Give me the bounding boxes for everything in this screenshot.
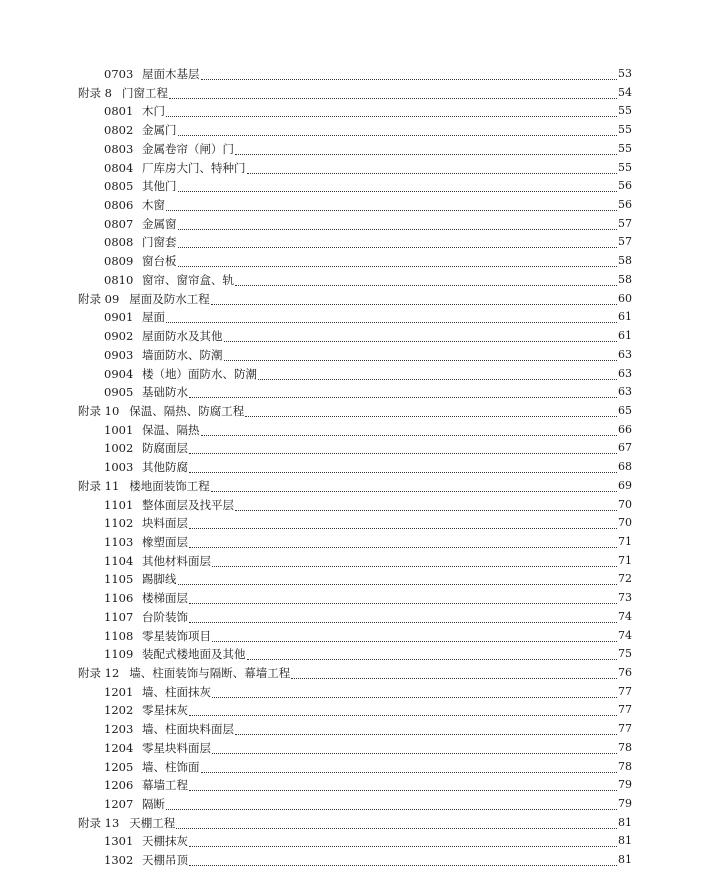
dot-leader xyxy=(212,630,617,642)
toc-section-entry[interactable] xyxy=(0,683,714,702)
dot-leader xyxy=(224,349,618,361)
toc-appendix-entry[interactable] xyxy=(0,290,714,309)
dot-leader xyxy=(178,124,618,136)
dot-leader xyxy=(212,742,617,754)
toc-section-entry[interactable] xyxy=(0,233,714,252)
dot-leader xyxy=(189,835,617,847)
entry-number: 0801 xyxy=(104,104,134,119)
entry-title: 墙面防水、防潮 xyxy=(142,347,223,362)
dot-leader xyxy=(247,648,618,660)
toc-section-entry[interactable] xyxy=(0,514,714,533)
toc-section-entry[interactable] xyxy=(0,552,714,571)
toc-section-entry[interactable] xyxy=(0,627,714,646)
entry-page-number: 55 xyxy=(618,160,632,174)
entry-title: 门窗套 xyxy=(142,235,177,250)
entry-page-number: 61 xyxy=(618,310,632,324)
entry-page-number: 58 xyxy=(618,272,632,286)
entry-title: 屋面 xyxy=(142,310,165,325)
entry-title: 保温、隔热 xyxy=(142,422,200,437)
dot-leader xyxy=(189,611,617,623)
entry-title: 墙、柱面抹灰 xyxy=(142,684,211,699)
entry-number: 0703 xyxy=(104,67,134,81)
toc-section-entry[interactable] xyxy=(0,159,714,178)
toc-section-entry[interactable] xyxy=(0,608,714,627)
entry-page-number: 79 xyxy=(618,797,632,811)
entry-number: 0805 xyxy=(104,179,134,194)
entry-title: 墙、柱面装饰与隔断、幕墙工程 xyxy=(129,666,291,680)
toc-section-entry[interactable] xyxy=(0,701,714,720)
entry-number: 1001 xyxy=(104,422,134,437)
entry-title: 踢脚线 xyxy=(142,572,177,587)
entry-number: 1108 xyxy=(104,628,134,643)
toc-section-entry[interactable] xyxy=(0,533,714,552)
entry-number: 0807 xyxy=(104,216,134,231)
entry-page-number: 55 xyxy=(618,104,632,118)
entry-number: 附录 8 xyxy=(78,85,112,100)
dot-leader xyxy=(178,255,618,267)
entry-title: 楼梯面层 xyxy=(142,591,188,606)
toc-section-entry[interactable] xyxy=(0,346,714,365)
entry-page-number: 58 xyxy=(618,254,632,268)
entry-page-number: 68 xyxy=(618,460,632,474)
dot-leader xyxy=(189,442,617,454)
toc-section-entry[interactable] xyxy=(0,720,714,739)
dot-leader xyxy=(201,424,618,436)
entry-page-number: 75 xyxy=(618,647,632,661)
entry-title: 木窗 xyxy=(142,198,165,213)
entry-title: 屋面及防水工程 xyxy=(129,291,210,306)
entry-number: 1203 xyxy=(104,722,134,737)
dot-leader xyxy=(189,517,617,529)
entry-title: 其他防腐 xyxy=(142,460,188,475)
entry-page-number: 72 xyxy=(618,572,632,586)
dot-leader xyxy=(176,817,617,829)
entry-number: 0803 xyxy=(104,141,134,156)
toc-section-entry[interactable] xyxy=(0,252,714,271)
entry-page-number: 77 xyxy=(618,722,632,736)
entry-number: 1002 xyxy=(104,441,134,456)
entry-title: 零星块料面层 xyxy=(142,740,211,755)
entry-title: 金属卷帘（闸）门 xyxy=(142,141,234,156)
entry-page-number: 70 xyxy=(618,497,632,511)
entry-title: 墙、柱面块料面层 xyxy=(142,722,234,737)
entry-title: 保温、隔热、防腐工程 xyxy=(129,403,245,418)
entry-page-number: 61 xyxy=(618,329,632,343)
entry-title: 防腐面层 xyxy=(142,441,188,456)
entry-number: 1106 xyxy=(104,591,134,606)
toc-section-entry[interactable] xyxy=(0,215,714,234)
entry-number: 1104 xyxy=(104,553,134,568)
dot-leader xyxy=(169,87,617,99)
toc-section-entry[interactable] xyxy=(0,645,714,664)
entry-title: 墙、柱饰面 xyxy=(142,759,200,774)
entry-title: 整体面层及找平层 xyxy=(142,497,234,512)
toc-section-entry[interactable] xyxy=(0,570,714,589)
entry-number: 1102 xyxy=(104,516,134,531)
entry-title: 零星装饰项目 xyxy=(142,628,211,643)
toc-appendix-entry[interactable] xyxy=(0,84,714,103)
entry-number: 0810 xyxy=(104,272,134,287)
toc-appendix-entry[interactable] xyxy=(0,814,714,833)
dot-leader xyxy=(166,311,617,323)
entry-page-number: 56 xyxy=(618,198,632,212)
toc-section-entry[interactable] xyxy=(0,327,714,346)
entry-page-number: 57 xyxy=(618,235,632,249)
entry-title: 隔断 xyxy=(142,797,165,812)
toc-section-entry[interactable] xyxy=(0,439,714,458)
entry-page-number: 67 xyxy=(618,441,632,455)
toc-section-entry[interactable] xyxy=(0,65,714,84)
toc-appendix-entry[interactable] xyxy=(0,664,714,683)
toc-section-entry[interactable] xyxy=(0,121,714,140)
dot-leader xyxy=(258,368,617,380)
entry-title: 屋面防水及其他 xyxy=(142,329,223,344)
entry-page-number: 71 xyxy=(618,553,632,567)
dot-leader xyxy=(291,667,617,679)
toc-section-entry[interactable] xyxy=(0,308,714,327)
dot-leader xyxy=(212,686,617,698)
dot-leader xyxy=(235,499,617,511)
dot-leader xyxy=(189,704,617,716)
entry-title: 幕墙工程 xyxy=(142,778,188,793)
entry-number: 0905 xyxy=(104,385,134,400)
entry-title: 窗台板 xyxy=(142,254,177,269)
entry-number: 1205 xyxy=(104,759,134,774)
entry-number: 0902 xyxy=(104,329,134,344)
entry-page-number: 69 xyxy=(618,478,632,492)
entry-number: 1003 xyxy=(104,460,134,475)
entry-page-number: 81 xyxy=(618,834,632,848)
dot-leader xyxy=(201,68,618,80)
dot-leader xyxy=(189,386,617,398)
dot-leader xyxy=(235,723,617,735)
entry-title: 台阶装饰 xyxy=(142,609,188,624)
toc-section-entry[interactable] xyxy=(0,496,714,515)
entry-title: 天棚抹灰 xyxy=(142,834,188,849)
toc-section-entry[interactable] xyxy=(0,271,714,290)
entry-page-number: 66 xyxy=(618,422,632,436)
entry-title: 楼地面装饰工程 xyxy=(129,478,210,493)
entry-title: 厂库房大门、特种门 xyxy=(142,160,246,175)
toc-section-entry[interactable] xyxy=(0,177,714,196)
toc-section-entry[interactable] xyxy=(0,365,714,384)
entry-title: 窗帘、窗帘盒、轨 xyxy=(142,272,234,287)
entry-page-number: 74 xyxy=(618,628,632,642)
toc-section-entry[interactable] xyxy=(0,776,714,795)
toc-section-entry[interactable] xyxy=(0,589,714,608)
entry-title: 门窗工程 xyxy=(121,85,168,100)
toc-section-entry[interactable] xyxy=(0,196,714,215)
entry-title: 天棚工程 xyxy=(129,815,176,830)
dot-leader xyxy=(212,555,617,567)
toc-appendix-entry[interactable] xyxy=(0,402,714,421)
dot-leader xyxy=(201,761,618,773)
entry-title: 天棚吊顶 xyxy=(142,853,188,868)
dot-leader xyxy=(189,536,617,548)
entry-page-number: 71 xyxy=(618,534,632,548)
entry-number: 0901 xyxy=(104,310,134,325)
entry-number: 0802 xyxy=(104,123,134,138)
entry-number: 0804 xyxy=(104,160,134,175)
dot-leader xyxy=(166,798,617,810)
entry-number: 1301 xyxy=(104,834,134,849)
entry-title: 装配式楼地面及其他 xyxy=(142,647,246,662)
entry-page-number: 63 xyxy=(618,385,632,399)
entry-title: 零星抹灰 xyxy=(142,703,188,718)
toc-section-entry[interactable] xyxy=(0,458,714,477)
dot-leader xyxy=(189,854,617,866)
entry-number: 1103 xyxy=(104,534,134,549)
entry-page-number: 54 xyxy=(618,85,632,99)
dot-leader xyxy=(245,405,617,417)
entry-number: 0808 xyxy=(104,235,134,250)
toc-section-entry[interactable] xyxy=(0,421,714,440)
entry-page-number: 79 xyxy=(618,778,632,792)
entry-page-number: 63 xyxy=(618,366,632,380)
entry-number: 1107 xyxy=(104,609,134,624)
entry-page-number: 60 xyxy=(618,291,632,305)
entry-number: 1201 xyxy=(104,684,134,699)
entry-page-number: 53 xyxy=(618,67,632,80)
entry-page-number: 77 xyxy=(618,684,632,698)
toc-section-entry[interactable] xyxy=(0,851,714,870)
entry-number: 附录 10 xyxy=(78,403,120,418)
dot-leader xyxy=(224,330,618,342)
toc-section-entry[interactable] xyxy=(0,739,714,758)
entry-page-number: 63 xyxy=(618,347,632,361)
dot-leader xyxy=(166,105,617,117)
entry-title: 金属门 xyxy=(142,123,177,138)
entry-title: 木门 xyxy=(142,104,165,119)
entry-title: 屋面木基层 xyxy=(142,67,200,81)
entry-page-number: 57 xyxy=(618,216,632,230)
entry-number: 1302 xyxy=(104,853,134,868)
entry-page-number: 65 xyxy=(618,403,632,417)
entry-number: 0904 xyxy=(104,366,134,381)
dot-leader xyxy=(189,592,617,604)
entry-number: 附录 11 xyxy=(78,478,120,493)
entry-page-number: 77 xyxy=(618,703,632,717)
toc-section-entry[interactable] xyxy=(0,383,714,402)
entry-page-number: 81 xyxy=(618,853,632,867)
entry-number: 附录 13 xyxy=(78,815,120,830)
entry-number: 0809 xyxy=(104,254,134,269)
entry-number: 0806 xyxy=(104,198,134,213)
table-of-contents xyxy=(0,65,714,870)
dot-leader xyxy=(235,274,617,286)
dot-leader xyxy=(178,236,618,248)
dot-leader xyxy=(247,162,618,174)
entry-page-number: 81 xyxy=(618,815,632,829)
entry-number: 0903 xyxy=(104,347,134,362)
entry-title: 块料面层 xyxy=(142,516,188,531)
entry-page-number: 78 xyxy=(618,759,632,773)
dot-leader xyxy=(166,199,617,211)
entry-page-number: 78 xyxy=(618,740,632,754)
dot-leader xyxy=(189,461,617,473)
entry-number: 1105 xyxy=(104,572,134,587)
entry-page-number: 55 xyxy=(618,141,632,155)
entry-page-number: 70 xyxy=(618,516,632,530)
entry-page-number: 55 xyxy=(618,123,632,137)
entry-title: 其他门 xyxy=(142,179,177,194)
entry-page-number: 73 xyxy=(618,591,632,605)
entry-number: 1101 xyxy=(104,497,134,512)
entry-number: 1207 xyxy=(104,797,134,812)
entry-number: 附录 09 xyxy=(78,291,120,306)
entry-page-number: 74 xyxy=(618,609,632,623)
entry-title: 橡塑面层 xyxy=(142,534,188,549)
entry-number: 1109 xyxy=(104,647,134,662)
entry-title: 金属窗 xyxy=(142,216,177,231)
dot-leader xyxy=(178,573,618,585)
entry-title: 基础防水 xyxy=(142,385,188,400)
toc-appendix-entry[interactable] xyxy=(0,477,714,496)
dot-leader xyxy=(178,180,618,192)
toc-section-entry[interactable] xyxy=(0,758,714,777)
entry-title: 其他材料面层 xyxy=(142,553,211,568)
entry-page-number: 56 xyxy=(618,179,632,193)
entry-title: 楼（地）面防水、防潮 xyxy=(142,366,257,381)
toc-section-entry[interactable] xyxy=(0,140,714,159)
toc-section-entry[interactable] xyxy=(0,795,714,814)
toc-section-entry[interactable] xyxy=(0,102,714,121)
entry-number: 1202 xyxy=(104,703,134,718)
toc-section-entry[interactable] xyxy=(0,832,714,851)
dot-leader xyxy=(211,293,617,305)
dot-leader xyxy=(211,480,617,492)
entry-page-number: 76 xyxy=(618,666,632,679)
entry-number: 附录 12 xyxy=(78,666,120,680)
dot-leader xyxy=(178,218,618,230)
entry-number: 1206 xyxy=(104,778,134,793)
dot-leader xyxy=(235,143,617,155)
entry-number: 1204 xyxy=(104,740,134,755)
dot-leader xyxy=(189,779,617,791)
